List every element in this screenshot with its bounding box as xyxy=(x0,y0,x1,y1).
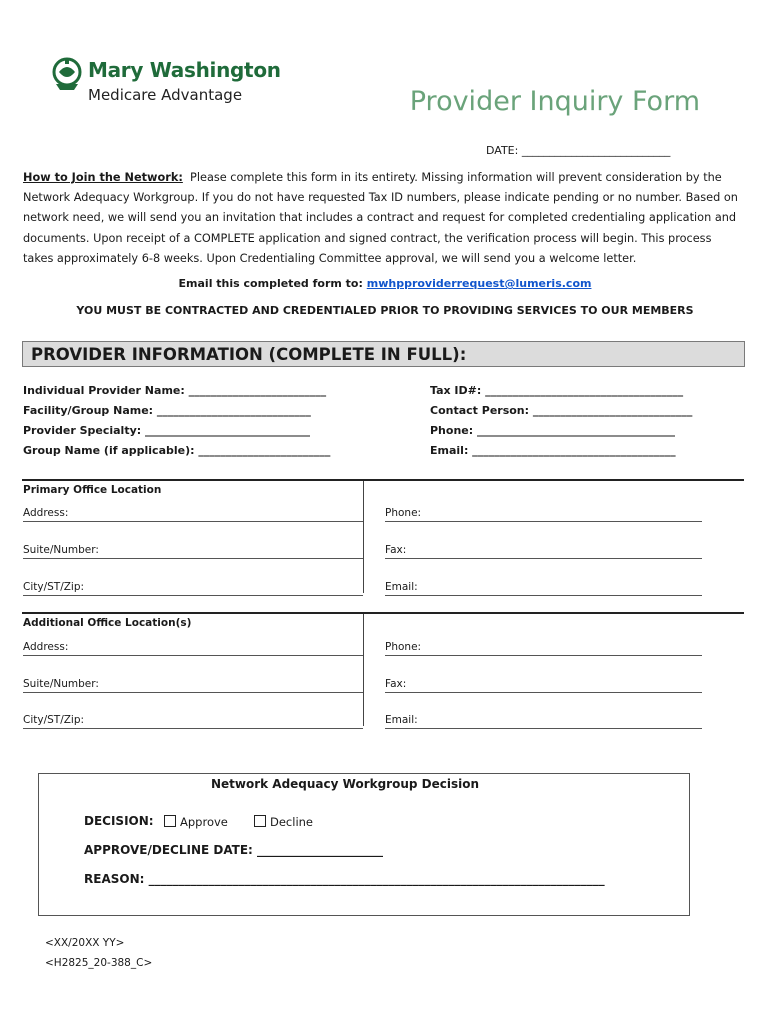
approve-decline-date-field[interactable]: APPROVE/DECLINE DATE: _____________________ xyxy=(84,843,384,857)
primary-fax-field[interactable]: Fax: xyxy=(385,544,702,559)
primary-phone-field[interactable]: Phone: xyxy=(385,507,702,522)
primary-email-field[interactable]: Email: xyxy=(385,581,702,596)
email-link[interactable]: mwhpproviderrequest@lumeris.com xyxy=(366,277,592,290)
footer-form-code: <H2825_20-388_C> xyxy=(45,957,153,969)
additional-city-field[interactable]: City/ST/Zip: xyxy=(23,714,363,729)
tax-id-field[interactable]: Tax ID#: ____________________________________ xyxy=(430,384,684,397)
email-field[interactable]: Email: _____________________________________ xyxy=(430,444,676,457)
email-prefix: Email this completed form to: xyxy=(178,277,363,290)
additional-email-field[interactable]: Email: xyxy=(385,714,702,729)
decision-label: DECISION: xyxy=(84,814,154,828)
intro-paragraph xyxy=(23,168,745,269)
additional-office-divider xyxy=(22,612,744,614)
mary-washington-emblem-icon xyxy=(50,54,84,94)
primary-office-divider xyxy=(22,479,744,481)
intro-heading: How to Join the Network: xyxy=(23,171,183,184)
approve-checkbox[interactable] xyxy=(164,815,176,827)
additional-office-title: Additional Office Location(s) xyxy=(23,617,192,629)
facility-group-name-field[interactable]: Facility/Group Name: ____________________________ xyxy=(23,404,311,417)
contract-notice: YOU MUST BE CONTRACTED AND CREDENTIALED PRIOR TO PROVIDING SERVICES TO OUR MEMBERS xyxy=(76,304,694,317)
additional-office-column-divider xyxy=(363,614,364,726)
individual-provider-name-field[interactable]: Individual Provider Name: _________________________ xyxy=(23,384,327,397)
intro-text: Please complete this form in its entirety. Missing information will prevent consideration by the Network Adequacy Workgroup. If you do not have requested Tax ID numbers, please indicate pending or no number. Based on network need, we will send you an invitation that includes a contract and request for completed credentialing application and documents. Upon receipt of a COMPLETE application and signed contract, the verification process will begin. This process takes approximately 6-8 weeks. Upon Credentialing Committee approval, we will send you a welcome letter. xyxy=(23,171,738,265)
date-field[interactable]: DATE: ___________________________ xyxy=(486,144,671,157)
email-instruction xyxy=(0,277,770,290)
form-title: Provider Inquiry Form xyxy=(409,86,700,117)
additional-fax-field[interactable]: Fax: xyxy=(385,678,702,693)
primary-suite-field[interactable]: Suite/Number: xyxy=(23,544,363,559)
reason-field[interactable]: REASON: ____________________________________________________________________________ xyxy=(84,872,605,886)
primary-office-title: Primary Office Location xyxy=(23,484,162,496)
contact-person-field[interactable]: Contact Person: _____________________________ xyxy=(430,404,693,417)
logo-brand: Mary Washington xyxy=(88,58,281,82)
additional-suite-field[interactable]: Suite/Number: xyxy=(23,678,363,693)
logo xyxy=(50,52,280,108)
additional-phone-field[interactable]: Phone: xyxy=(385,641,702,656)
primary-city-field[interactable]: City/ST/Zip: xyxy=(23,581,363,596)
decision-title: Network Adequacy Workgroup Decision xyxy=(210,777,480,791)
decline-checkbox[interactable] xyxy=(254,815,266,827)
footer-date-code: <XX/20XX YY> xyxy=(45,937,125,949)
primary-office-column-divider xyxy=(363,481,364,593)
phone-field[interactable]: Phone: ____________________________________ xyxy=(430,424,675,437)
provider-specialty-field[interactable]: Provider Specialty: ______________________________ xyxy=(23,424,310,437)
logo-sub-brand: Medicare Advantage xyxy=(88,86,243,104)
additional-address-field[interactable]: Address: xyxy=(23,641,363,656)
provider-info-heading: PROVIDER INFORMATION (COMPLETE IN FULL): xyxy=(22,341,745,367)
group-name-field[interactable]: Group Name (if applicable): ________________________ xyxy=(23,444,331,457)
primary-address-field[interactable]: Address: xyxy=(23,507,363,522)
approve-label: Approve xyxy=(180,815,228,829)
decline-label: Decline xyxy=(270,815,314,829)
